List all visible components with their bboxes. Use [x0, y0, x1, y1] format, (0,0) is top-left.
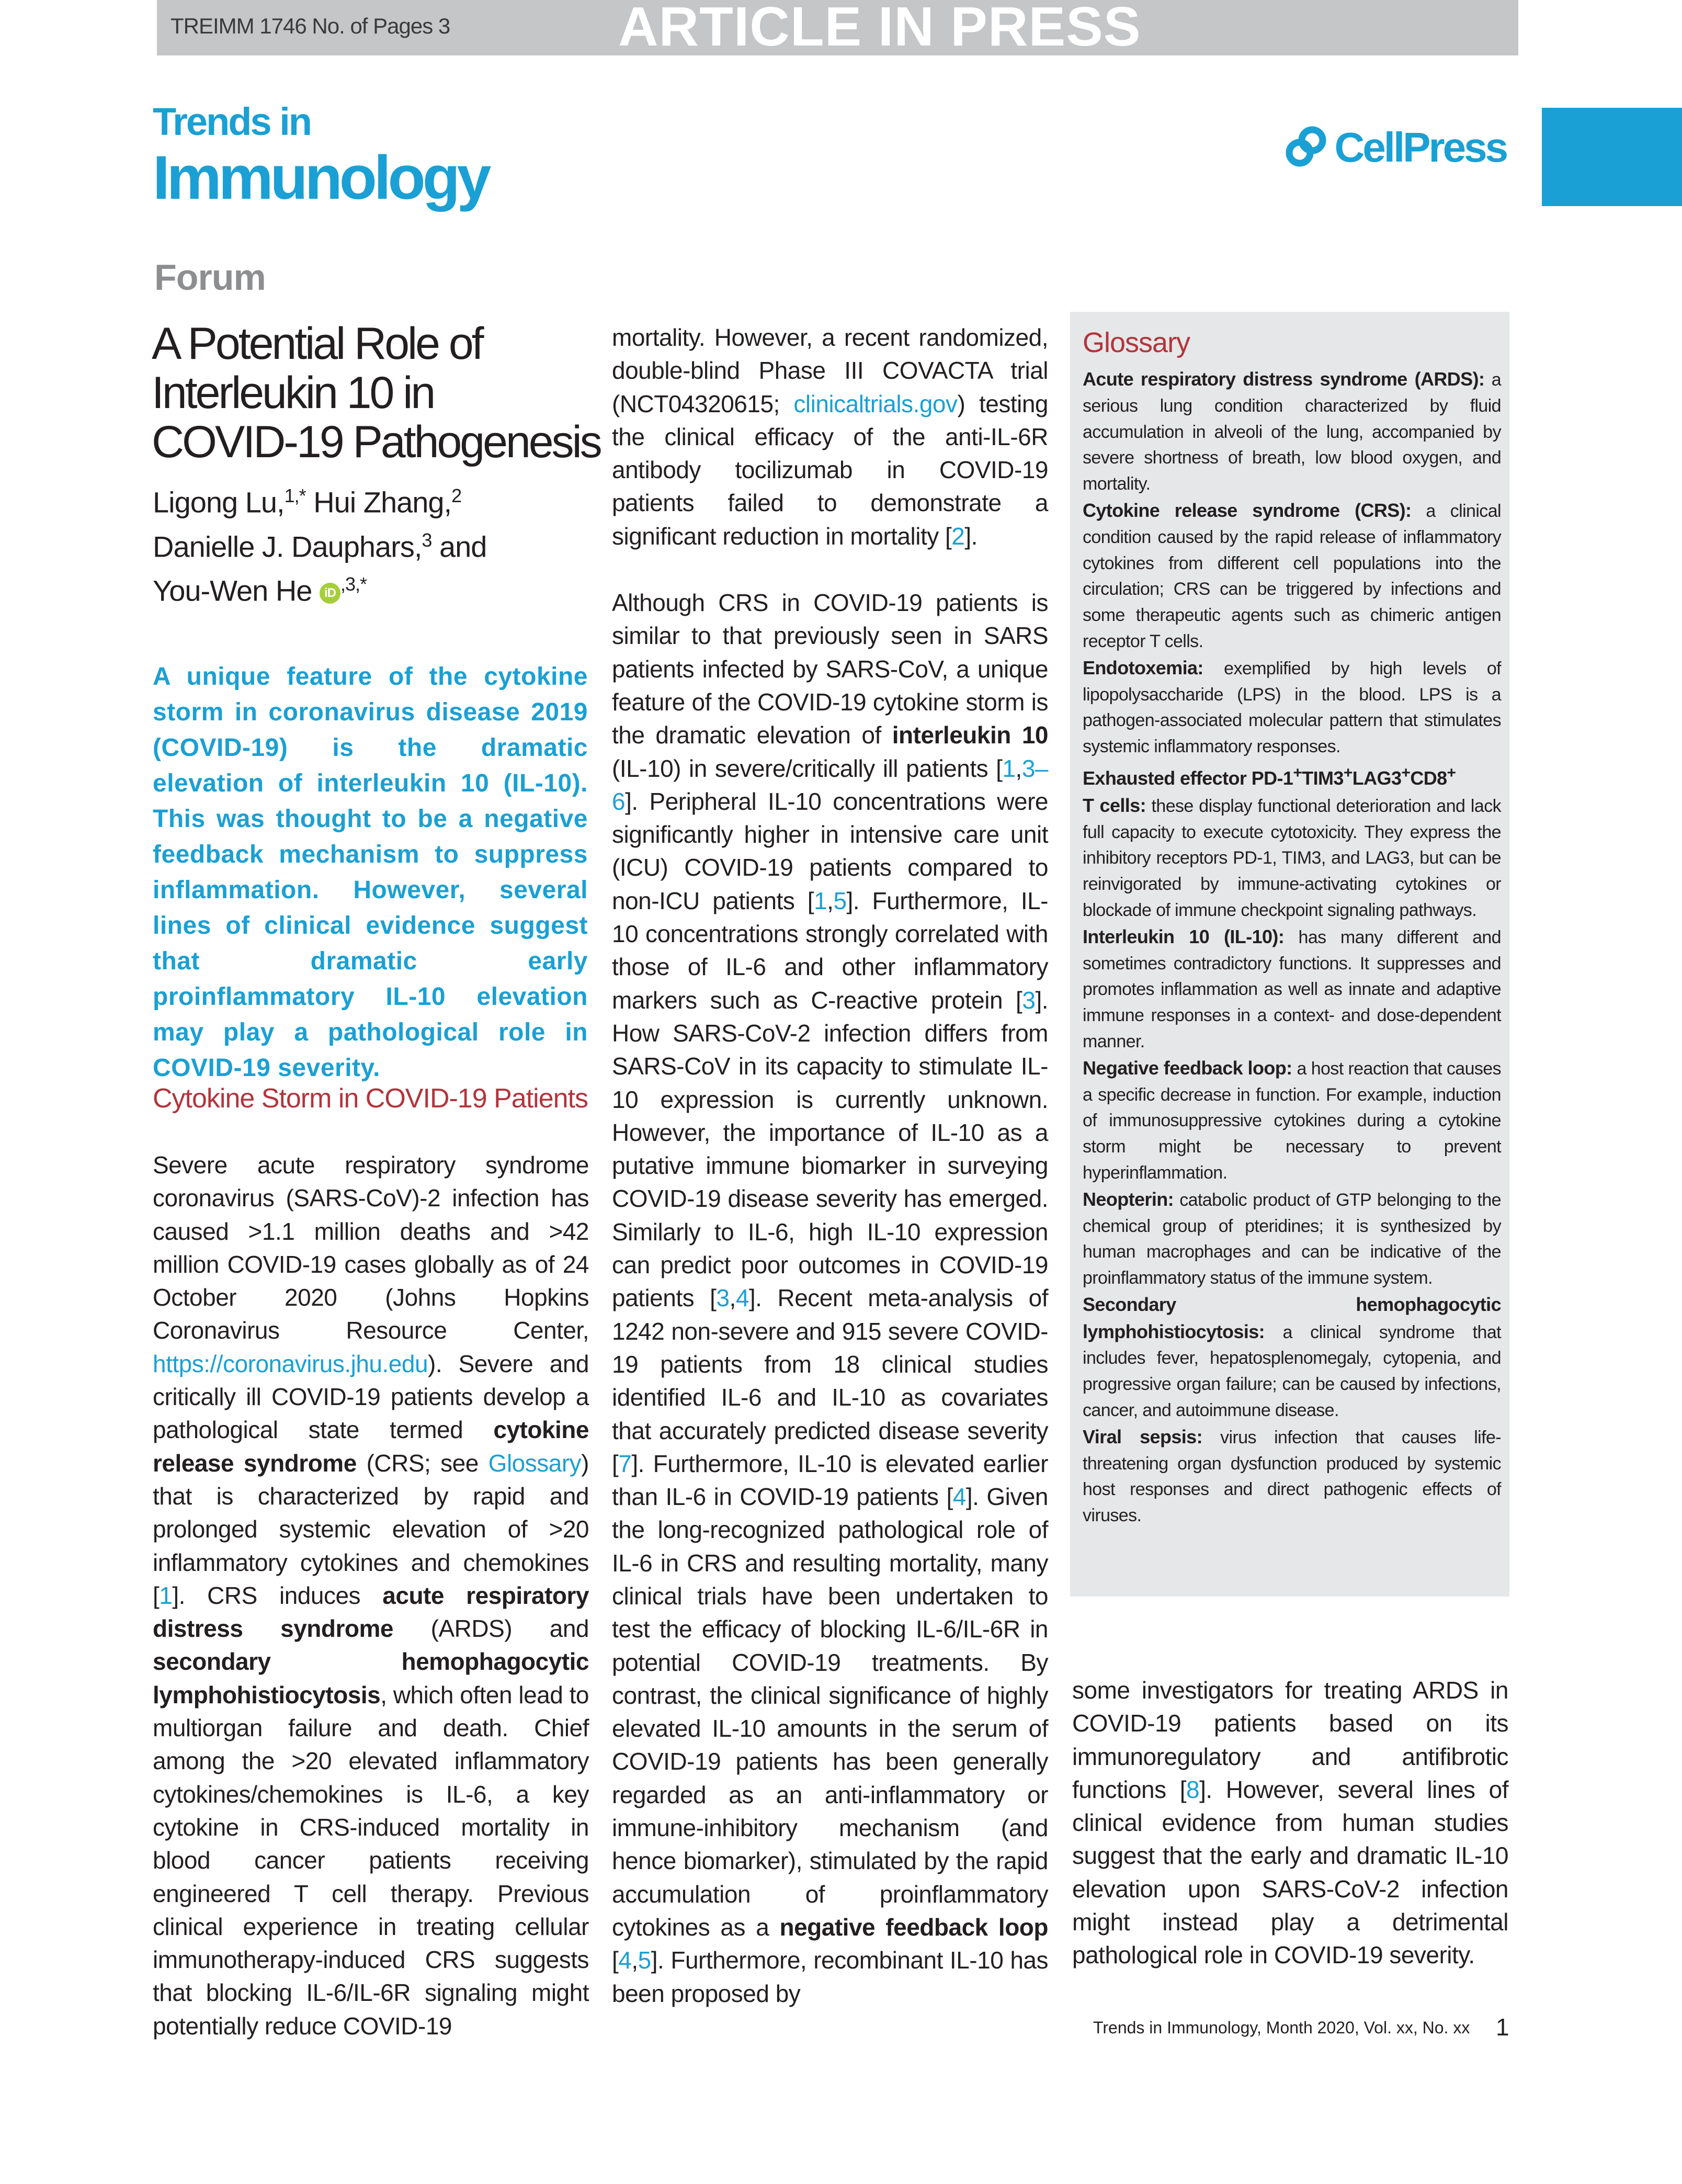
body-column-2 [612, 321, 1048, 2010]
reference-link[interactable]: 3 [716, 1284, 730, 1312]
manuscript-id: TREIMM 1746 No. of Pages 3 [171, 14, 450, 38]
author-list [153, 477, 613, 610]
ref-separator: , [631, 1947, 638, 1974]
journal-name-line2: Immunology [153, 143, 488, 212]
section-heading: Cytokine Storm in COVID-19 Patients [153, 1083, 588, 1114]
resource-link[interactable]: https://coronavirus.jhu.edu [153, 1350, 428, 1377]
title-line: A Potential Role of [152, 319, 482, 369]
glossary-term: Cytokine release syndrome (CRS): [1083, 499, 1412, 521]
glossary-title: Glossary [1083, 327, 1190, 358]
key-term: negative feedback loop [779, 1913, 1048, 1941]
glossary-term: Endotoxemia: [1083, 657, 1203, 678]
publisher-logo[interactable] [1284, 123, 1506, 176]
reference-link[interactable]: 3 [1022, 986, 1036, 1014]
glossary-definition: a clinical condition caused by the rapid release of inflammatory cytokines from different cell populations into the circulation; CRS can be triggered by infections and some therapeutic agents such as chimeric antigen receptor T cells. [1083, 501, 1501, 651]
glossary-definition: virus infection that causes life-threatening organ dysfunction produced by systemic host responses and direct pathogenic effects of viruses. [1083, 1427, 1501, 1526]
superscript-plus: + [1343, 764, 1353, 782]
key-term: cytokine release syndrome [153, 1416, 589, 1477]
author-name: Danielle J. Dauphars, [153, 530, 422, 563]
article-title [152, 319, 601, 467]
reference-link[interactable]: 1 [159, 1581, 173, 1609]
glossary-term: Interleukin 10 (IL-10): [1083, 925, 1285, 947]
superscript-plus: + [1293, 764, 1302, 782]
reference-link[interactable]: 5 [833, 887, 847, 914]
publisher-name: CellPress [1334, 124, 1507, 171]
glossary-entry [1083, 1424, 1501, 1529]
affiliation-marker: 3 [422, 529, 432, 551]
body-text: ]. Peripheral IL-10 concentrations were significantly higher in intensive care unit (ICU) COVID-19 patients compared to non-ICU patients [ [612, 787, 1048, 914]
reference-link[interactable]: 5 [638, 1947, 651, 1974]
glossary-definition: a host reaction that causes a specific decrease in function. For example, induction of immunosuppressive cytokines during a cytokine storm might be necessary to prevent hyperinflammation. [1083, 1058, 1501, 1183]
superscript-plus: + [1401, 764, 1411, 782]
body-text: ) testing the clinical efficacy of the anti-IL-6R antibody tocilizumab in COVID-19 patients failed to demonstrate a significant reduction in mortality [ [612, 390, 1048, 550]
body-text: ]. [964, 522, 978, 550]
article-in-press-banner [157, 0, 1518, 55]
body-text: some investigators for treating ARDS in COVID-19 patients based on its immunoregulatory and antifibrotic functions [ [1072, 1677, 1508, 1803]
reference-link[interactable]: 4 [952, 1483, 966, 1511]
body-column-1 [153, 1149, 589, 2043]
glossary-definition: exemplified by high levels of lipopolysaccharide (LPS) in the blood. LPS is a pathogen-associated molecular pattern that stimulates systemic inflammatory responses. [1083, 658, 1501, 757]
reference-link[interactable]: 4 [618, 1947, 632, 1974]
author-name: Ligong Lu, [153, 485, 285, 519]
key-term: acute respiratory distress syndrome [153, 1581, 589, 1643]
glossary-term: Secondary hemophagocytic lymphohistiocytosis: [1083, 1293, 1501, 1342]
orcid-icon[interactable]: iD [320, 583, 340, 604]
ref-separator: , [827, 887, 834, 914]
title-line: Interleukin 10 in [152, 368, 434, 418]
body-text: ]. However, several lines of clinical evidence from human studies suggest that the early and dramatic IL-10 elevation upon SARS-CoV-2 infection might instead play a detrimental pathological role in COVID-19 severity. [1072, 1775, 1508, 1969]
reference-link[interactable]: 7 [618, 1450, 632, 1477]
affiliation-marker: 1,* [284, 485, 306, 506]
body-text: ]. CRS induces [172, 1581, 383, 1609]
glossary-entry [1083, 655, 1501, 760]
superscript-plus: + [1447, 764, 1456, 782]
paragraph [612, 321, 1048, 553]
journal-color-tab [1542, 108, 1682, 206]
glossary-box [1070, 312, 1509, 1597]
glossary-link[interactable]: Glossary [488, 1449, 582, 1477]
body-text: ]. Recent meta-analysis of 1242 non-severe and 915 severe COVID-19 patients from 18 clinical studies identified IL-6 and IL-10 as covariates that accurately predicted disease severity [ [612, 1284, 1048, 1477]
glossary-definition: catabolic product of GTP belonging to the chemical group of pteridines; it is synthesized by human macrophages and can be indicative of the proinflammatory status of the immune system. [1083, 1190, 1501, 1288]
key-term: secondary hemophagocytic lymphohistiocytosis [153, 1648, 589, 1708]
reference-link[interactable]: 1 [814, 887, 827, 914]
journal-name-line1: Trends in [153, 100, 311, 143]
body-text: (ARDS) and [393, 1615, 589, 1643]
glossary-term: Viral sepsis: [1083, 1425, 1202, 1447]
glossary-definition: a clinical syndrome that includes fever, hepatosplenomegaly, cytopenia, and progressive organ failure; can be caused by infections, cancer, and autoimmune disease. [1083, 1322, 1501, 1421]
title-line: COVID-19 Pathogenesis [152, 417, 600, 467]
glossary-entry [1083, 924, 1501, 1055]
journal-citation: Trends in Immunology, Month 2020, Vol. xx, No. xx [1093, 2018, 1470, 2037]
term-part: T cells: [1083, 794, 1146, 816]
key-term: interleukin 10 [892, 721, 1048, 749]
glossary-entry [1083, 1186, 1501, 1292]
glossary-term: Neopterin: [1083, 1188, 1174, 1210]
body-text: , which often lead to multiorgan failure and death. Chief among the >20 elevated inflammatory cytokines/chemokines is IL-6, a key cytokine in CRS-induced mortality in blood cancer patients receiving engineered T cell therapy. Previous clinical experience in treating cellular immunotherapy-induced CRS suggests that blocking IL-6/IL-6R signaling might potentially reduce COVID-19 [153, 1681, 589, 2040]
body-text: ]. Furthermore, IL-10 concentrations strongly correlated with those of IL-6 and other inflammatory markers such as C-reactive protein [ [612, 887, 1048, 1014]
section-label: Forum [154, 257, 266, 298]
author-name: Hui Zhang, [313, 485, 452, 519]
affiliation-marker: 2 [451, 485, 462, 506]
glossary-term: Negative feedback loop: [1083, 1057, 1292, 1079]
body-text: ]. Given the long-recognized pathological role of IL-6 in CRS and resulting mortality, many clinical trials have been undertaken to test the efficacy of blocking IL-6/IL-6R in potential COVID-19 treatments. By contrast, the clinical significance of highly elevated IL-10 amounts in the serum of COVID-19 patients has been generally regarded as an anti-inflammatory or immune-inhibitory mechanism (and hence biomarker), stimulated by the rapid accumulation of proinflammatory cytokines as a [612, 1483, 1048, 1941]
abstract: A unique feature of the cytokine storm in coronavirus disease 2019 (COVID-19) is the dramatic elevation of interleukin 10 (IL-10). This was thought to be a negative feedback mechanism to suppress inflammation. However, several lines of clinical evidence suggest that dramatic early proinflammatory IL-10 elevation may play a pathological role in COVID-19 severity. [153, 663, 588, 1082]
term-part: LAG3 [1352, 767, 1402, 789]
glossary-definition: these display functional deterioration and lack full capacity to execute cytotoxicity. They express the inhibitory receptors PD-1, TIM3, and LAG3, but can be reinvigorated by immune-activating cytokines or blockade of immune checkpoint signaling pathways. [1083, 796, 1501, 920]
reference-link[interactable]: 8 [1186, 1775, 1200, 1803]
glossary-definition: has many different and sometimes contradictory functions. It suppresses and promotes inflammation as well as innate and adaptive immune responses in a context- and dose-dependent manner. [1083, 927, 1501, 1051]
body-text: ) that is characterized by rapid and prolonged systemic elevation of >20 inflammatory cytokines and chemokines [ [153, 1449, 589, 1609]
body-text: (IL-10) in severe/critically ill patients [ [612, 754, 1003, 782]
body-column-3 [1072, 1674, 1508, 1972]
reference-link[interactable]: 1 [1002, 754, 1016, 782]
term-part: TIM3 [1302, 767, 1344, 789]
affiliation-marker: ,3,* [340, 573, 367, 595]
cellpress-logo-icon [1284, 125, 1328, 171]
glossary-entry [1083, 760, 1501, 924]
reference-link[interactable]: 4 [735, 1284, 749, 1312]
body-text: Although CRS in COVID-19 patients is similar to that previously seen in SARS patients infected by SARS-CoV, a unique feature of the COVID-19 cytokine storm is the dramatic elevation of [612, 589, 1048, 749]
paragraph [612, 586, 1048, 2010]
body-text: [ [612, 1947, 619, 1974]
body-text: ). Severe and critically ill COVID-19 patients develop a pathological state termed [153, 1350, 589, 1444]
body-text: ]. Furthermore, recombinant IL-10 has been proposed by [612, 1947, 1048, 2007]
term-part: CD8 [1410, 767, 1447, 789]
page-number: 1 [1496, 2013, 1509, 2041]
body-text: ]. Furthermore, IL-10 is elevated earlier than IL-6 in COVID-19 patients [ [612, 1450, 1048, 1511]
article-status: ARTICLE IN PRESS [618, 0, 1141, 55]
resource-link[interactable]: clinicaltrials.gov [793, 390, 958, 417]
glossary-definition: a serious lung condition characterized by fluid accumulation in alveoli of the lung, accompanied by severe shortness of breath, low blood oxygen, and mortality. [1083, 370, 1501, 494]
term-part: Exhausted effector PD-1 [1083, 767, 1293, 789]
body-text: (CRS; see [356, 1449, 488, 1477]
body-text: ]. How SARS-CoV-2 infection differs from SARS-CoV in its capacity to stimulate IL-10 expression is currently unknown. However, the importance of IL-10 as a putative immune biomarker in surveying COVID-19 disease severity has emerged. Similarly to IL-6, high IL-10 expression can predict poor outcomes in COVID-19 patients [ [612, 986, 1048, 1312]
glossary-entry [1083, 497, 1501, 655]
reference-link[interactable]: 2 [951, 522, 965, 550]
author-conjunction: and [439, 530, 487, 563]
ref-separator: , [1015, 754, 1022, 782]
glossary-term: Acute respiratory distress syndrome (ARDS): [1083, 368, 1485, 390]
glossary-entry [1083, 366, 1501, 497]
body-text: mortality. However, a recent randomized, double-blind Phase III COVACTA trial (NCT04320615; [612, 324, 1048, 417]
ref-separator: , [729, 1284, 736, 1312]
reference-link[interactable]: 3–6 [612, 754, 1048, 815]
glossary-entry [1083, 1292, 1501, 1424]
author-name: You-Wen He [153, 574, 312, 607]
glossary-entry [1083, 1055, 1501, 1186]
body-text: Severe acute respiratory syndrome coronavirus (SARS-CoV)-2 infection has caused >1.1 million deaths and >42 million COVID-19 cases globally as of 24 October 2020 (Johns Hopkins Coronavirus Resource Center, [153, 1151, 589, 1344]
